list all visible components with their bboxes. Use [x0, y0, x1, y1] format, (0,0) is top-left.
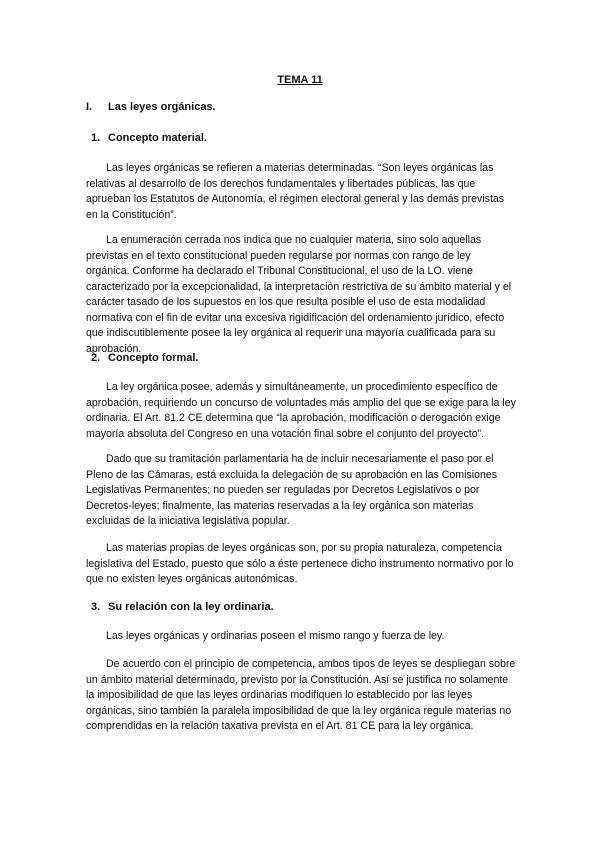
- section-heading-text: Las leyes orgánicas.: [108, 101, 216, 113]
- page-title: TEMA 11: [277, 74, 323, 86]
- subsection-number: 3.: [91, 601, 101, 613]
- subsection-number: 1.: [91, 132, 101, 144]
- paragraph: Las materias propias de leyes orgánicas son, por su propia naturaleza, competencia legislativa del Estado, puesto que sólo a éste pertenece dicho instrumento normativo por lo que no existen leyes orgánicas autonómicas.: [86, 542, 514, 585]
- subsection-heading-text: Concepto material.: [108, 132, 208, 144]
- subsection-heading-3: [91, 600, 274, 614]
- paragraph: Dado que su tramitación parlamentaria ha de incluir necesariamente el paso por el Pleno de las Cámaras, está excluida la delegación de su aprobación en las Comisiones Legislativas Permanentes; no pueden ser reguladas por Decretos Legislativos o por Decretos-leyes; finalmente, las materias reservadas a la ley orgánica son materias excluidas de la iniciativa legislativa popular.: [86, 453, 498, 527]
- paragraph: Las leyes orgánicas se refieren a materias determinadas. “Son leyes orgánicas las relativas al desarrollo de los derechos fundamentales y libertades públicas, las que aprueban los Estatutos de Autonomía, el régimen electoral general y las demás previstas en la Constitución”.: [86, 162, 505, 221]
- paragraph: La enumeración cerrada nos indica que no cualquier materia, sino solo aquellas previstas en el texto constitucional pueden regularse por normas con rango de ley orgánica. Conforme ha declarado el Tribunal Constitucional, el uso de la LO. viene caracterizado por la excepcionalidad, la interpretación restrictiva de su ámbito material y el carácter tasado de los supuestos en los que resulta posible el uso de esta modalidad normativa con el fin de evitar una excesiva rigidificación del ordenamiento jurídico, efecto que indiscutiblemente posee la ley orgánica al requerir una mayoría cualificada para su aprobación.: [86, 234, 512, 355]
- subsection-heading-2: [91, 351, 198, 365]
- subsection-heading-1: [91, 131, 207, 145]
- paragraph: De acuerdo con el principio de competencia, ambos tipos de leyes se despliegan sobre un ámbito material determinado, previsto por la Constitución. Así se justifica no solamente la imposibilidad de que las leyes ordinarias modifiquen lo establecido por las leyes orgánicas, sino también la paralela imposibilidad de que la ley orgánica regule materias no comprendidas en la relación taxativa prevista en el Art. 81 CE para la ley orgánica.: [86, 658, 516, 732]
- paragraph: Las leyes orgánicas y ordinarias poseen el mismo rango y fuerza de ley.: [106, 630, 445, 642]
- section-number: I.: [86, 101, 93, 113]
- paragraph: La ley orgánica posee, además y simultáneamente, un procedimiento específico de aprobación, requiriendo un concurso de voluntades más amplio del que se exige para la ley ordinaria. El Art. 81.2 CE determina que “la aprobación, modificación o derogación exige mayoría absoluta del Congreso en una votación final sobre el conjunto del proyecto”.: [86, 381, 516, 440]
- subsection-number: 2.: [91, 352, 101, 364]
- section-heading: [86, 100, 216, 114]
- subsection-heading-text: Concepto formal.: [108, 352, 199, 364]
- subsection-heading-text: Su relación con la ley ordinaria.: [108, 601, 274, 613]
